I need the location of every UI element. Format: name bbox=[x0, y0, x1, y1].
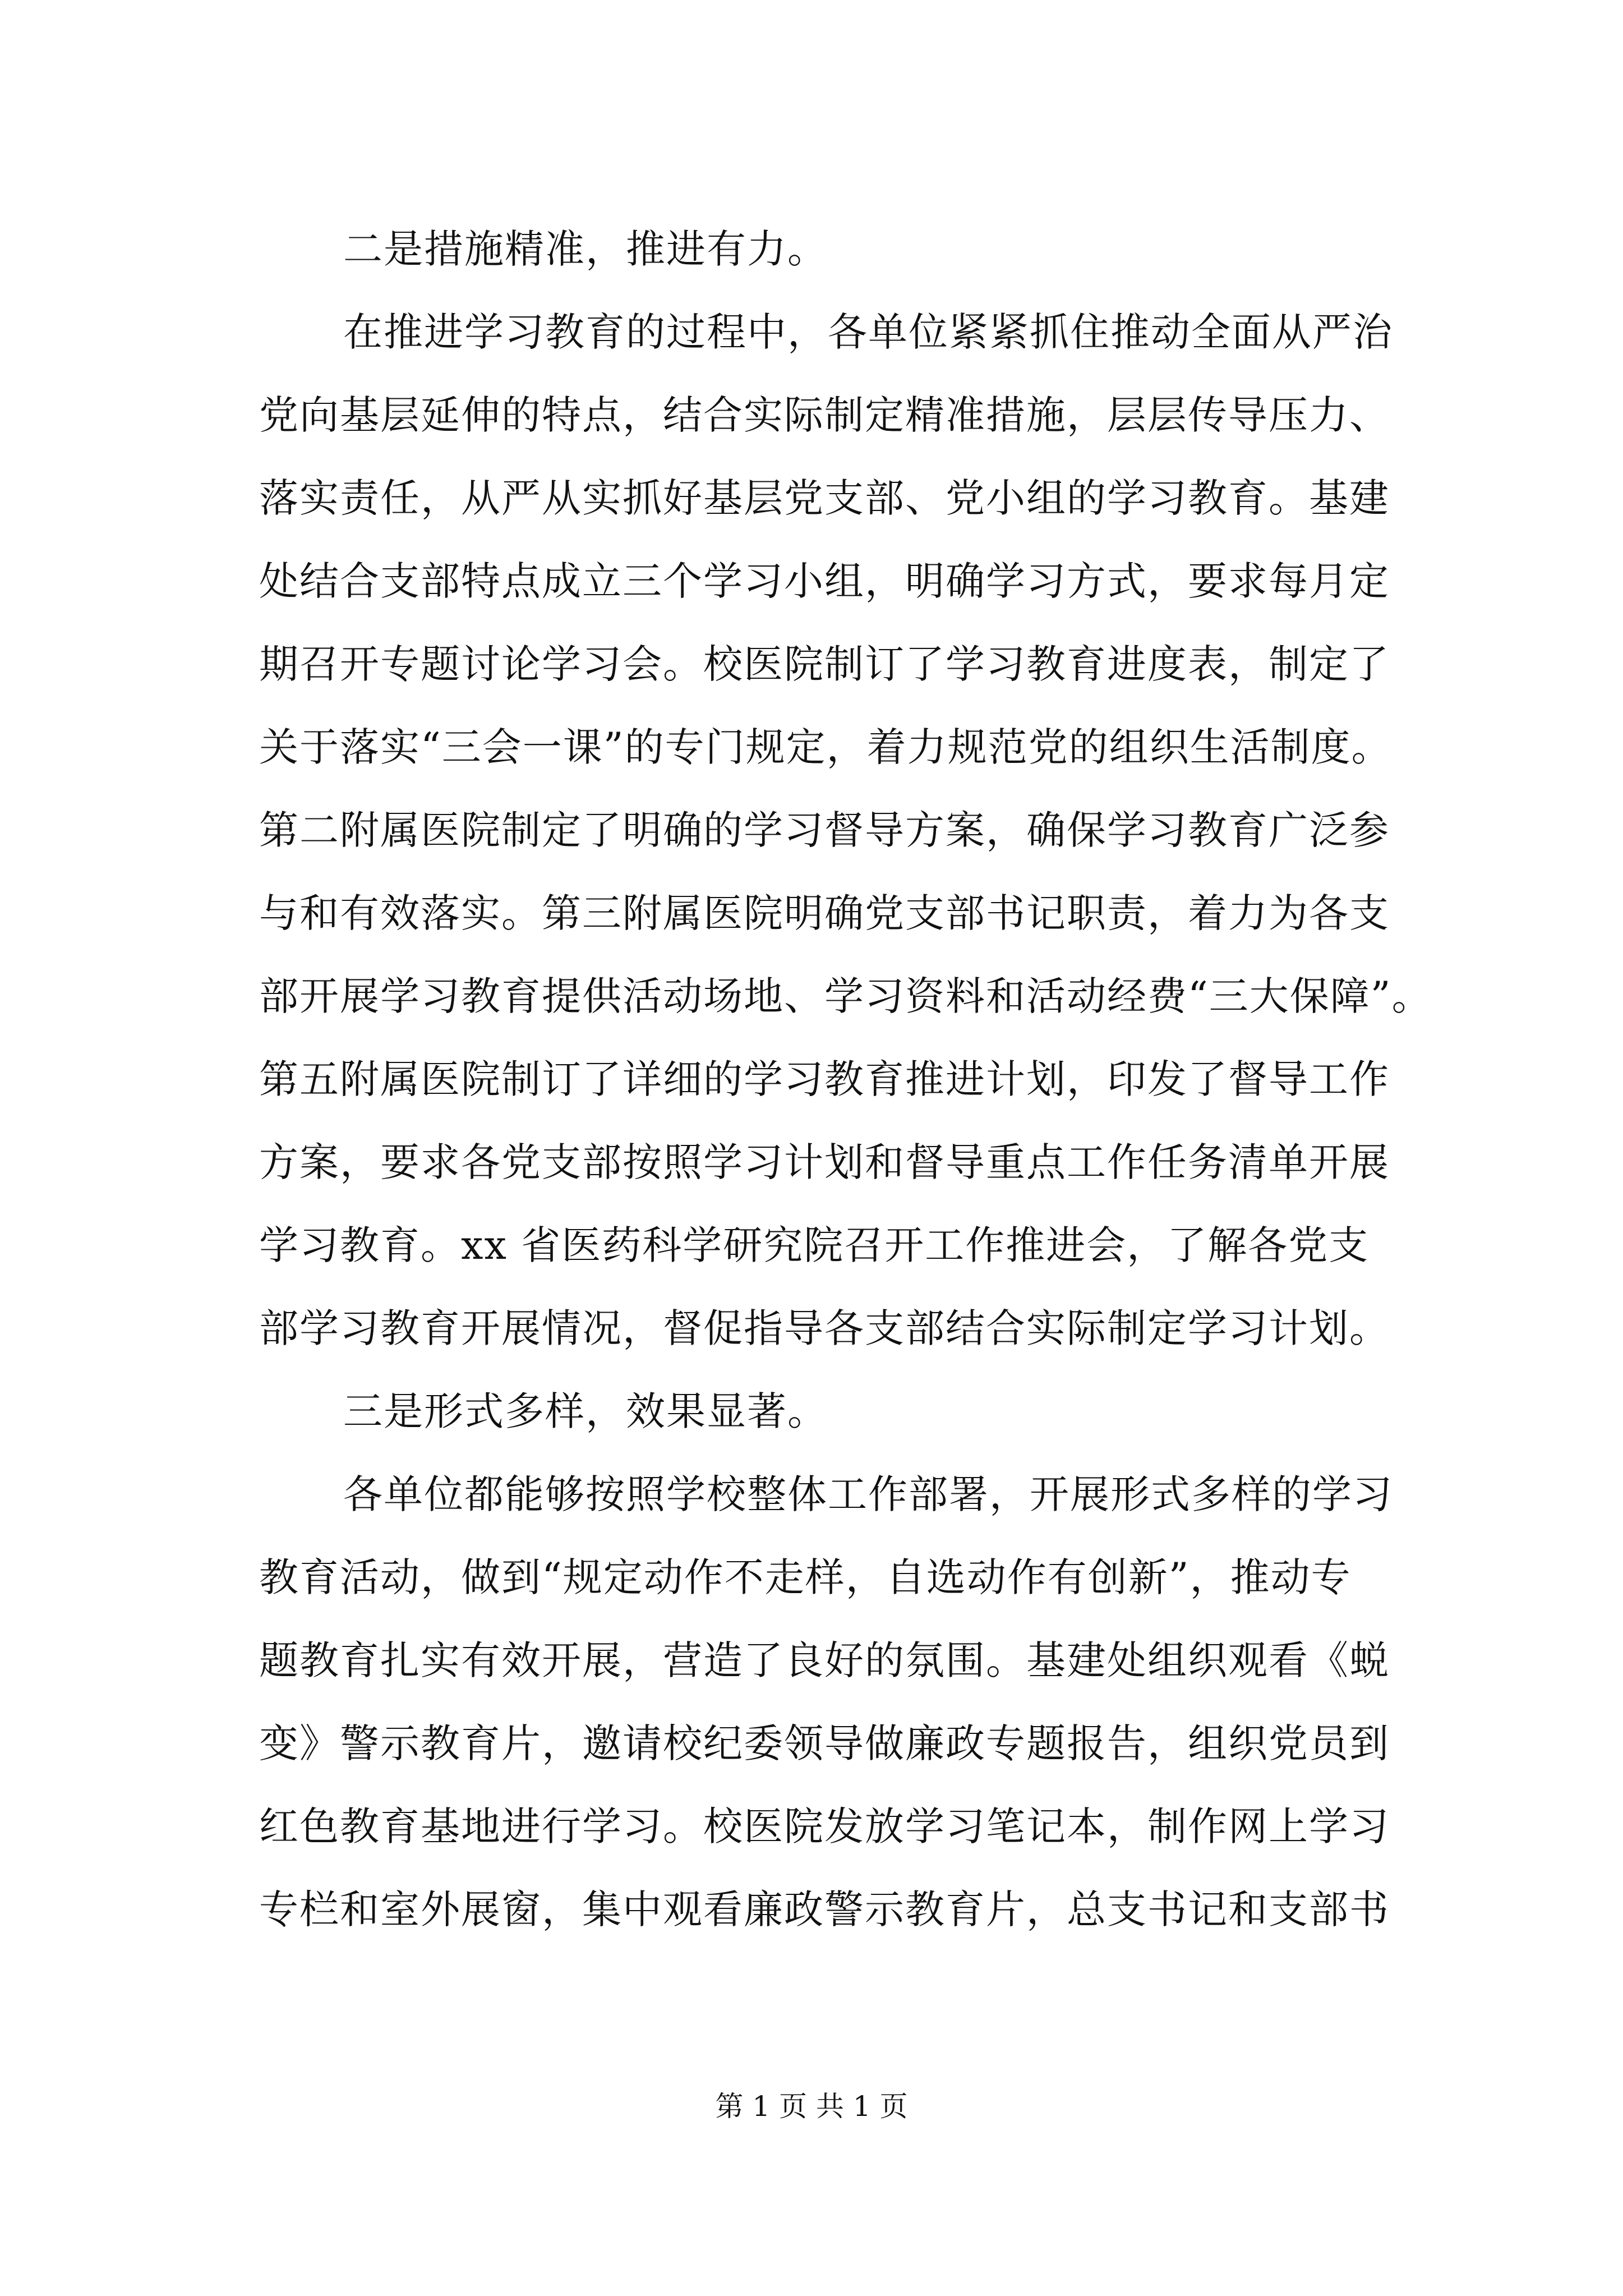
paragraph-line: 题教育扎实有效开展，营造了良好的氛围。基建处组织观看《蜕 bbox=[259, 1637, 1390, 1683]
paragraph-line: 学习教育。xx 省医药科学研究院召开工作推进会，了解各党支 bbox=[259, 1222, 1370, 1268]
paragraph-line: 与和有效落实。第三附属医院明确党支部书记职责，着力为各支 bbox=[259, 890, 1390, 936]
document-body bbox=[259, 208, 1432, 1951]
paragraph-line: 部开展学习教育提供活动场地、学习资料和活动经费“三大保障”。 bbox=[259, 973, 1432, 1019]
paragraph-line: 处结合支部特点成立三个学习小组，明确学习方式，要求每月定 bbox=[259, 558, 1390, 604]
paragraph-line: 变》警示教育片，邀请校纪委领导做廉政专题报告，组织党员到 bbox=[259, 1720, 1390, 1766]
paragraph-line: 在推进学习教育的过程中，各单位紧紧抓住推动全面从严治 bbox=[343, 309, 1393, 355]
paragraph-line: 第五附属医院制订了详细的学习教育推进计划，印发了督导工作 bbox=[259, 1056, 1390, 1102]
paragraph-line: 期召开专题讨论学习会。校医院制订了学习教育进度表，制定了 bbox=[259, 641, 1390, 687]
paragraph-line: 部学习教育开展情况，督促指导各支部结合实际制定学习计划。 bbox=[259, 1305, 1390, 1351]
paragraph-line: 关于落实“三会一课”的专门规定，着力规范党的组织生活制度。 bbox=[259, 724, 1392, 770]
paragraph-line: 各单位都能够按照学校整体工作部署，开展形式多样的学习 bbox=[343, 1471, 1393, 1517]
page-number-footer: 第 1 页 共 1 页 bbox=[715, 2090, 908, 2123]
heading-forms: 三是形式多样，效果显著。 bbox=[343, 1388, 828, 1434]
paragraph-line: 教育活动，做到“规定动作不走样，自选动作有创新”，推动专 bbox=[259, 1554, 1352, 1600]
heading-measures: 二是措施精准，推进有力。 bbox=[343, 226, 828, 272]
paragraph-line: 党向基层延伸的特点，结合实际制定精准措施，层层传导压力、 bbox=[259, 392, 1390, 438]
paragraph-line: 红色教育基地进行学习。校医院发放学习笔记本，制作网上学习 bbox=[259, 1803, 1390, 1849]
paragraph-line: 专栏和室外展窗，集中观看廉政警示教育片，总支书记和支部书 bbox=[259, 1887, 1390, 1932]
paragraph-line: 落实责任，从严从实抓好基层党支部、党小组的学习教育。基建 bbox=[259, 475, 1390, 521]
paragraph-line: 第二附属医院制定了明确的学习督导方案，确保学习教育广泛参 bbox=[259, 807, 1390, 853]
paragraph-line: 方案，要求各党支部按照学习计划和督导重点工作任务清单开展 bbox=[259, 1139, 1390, 1185]
